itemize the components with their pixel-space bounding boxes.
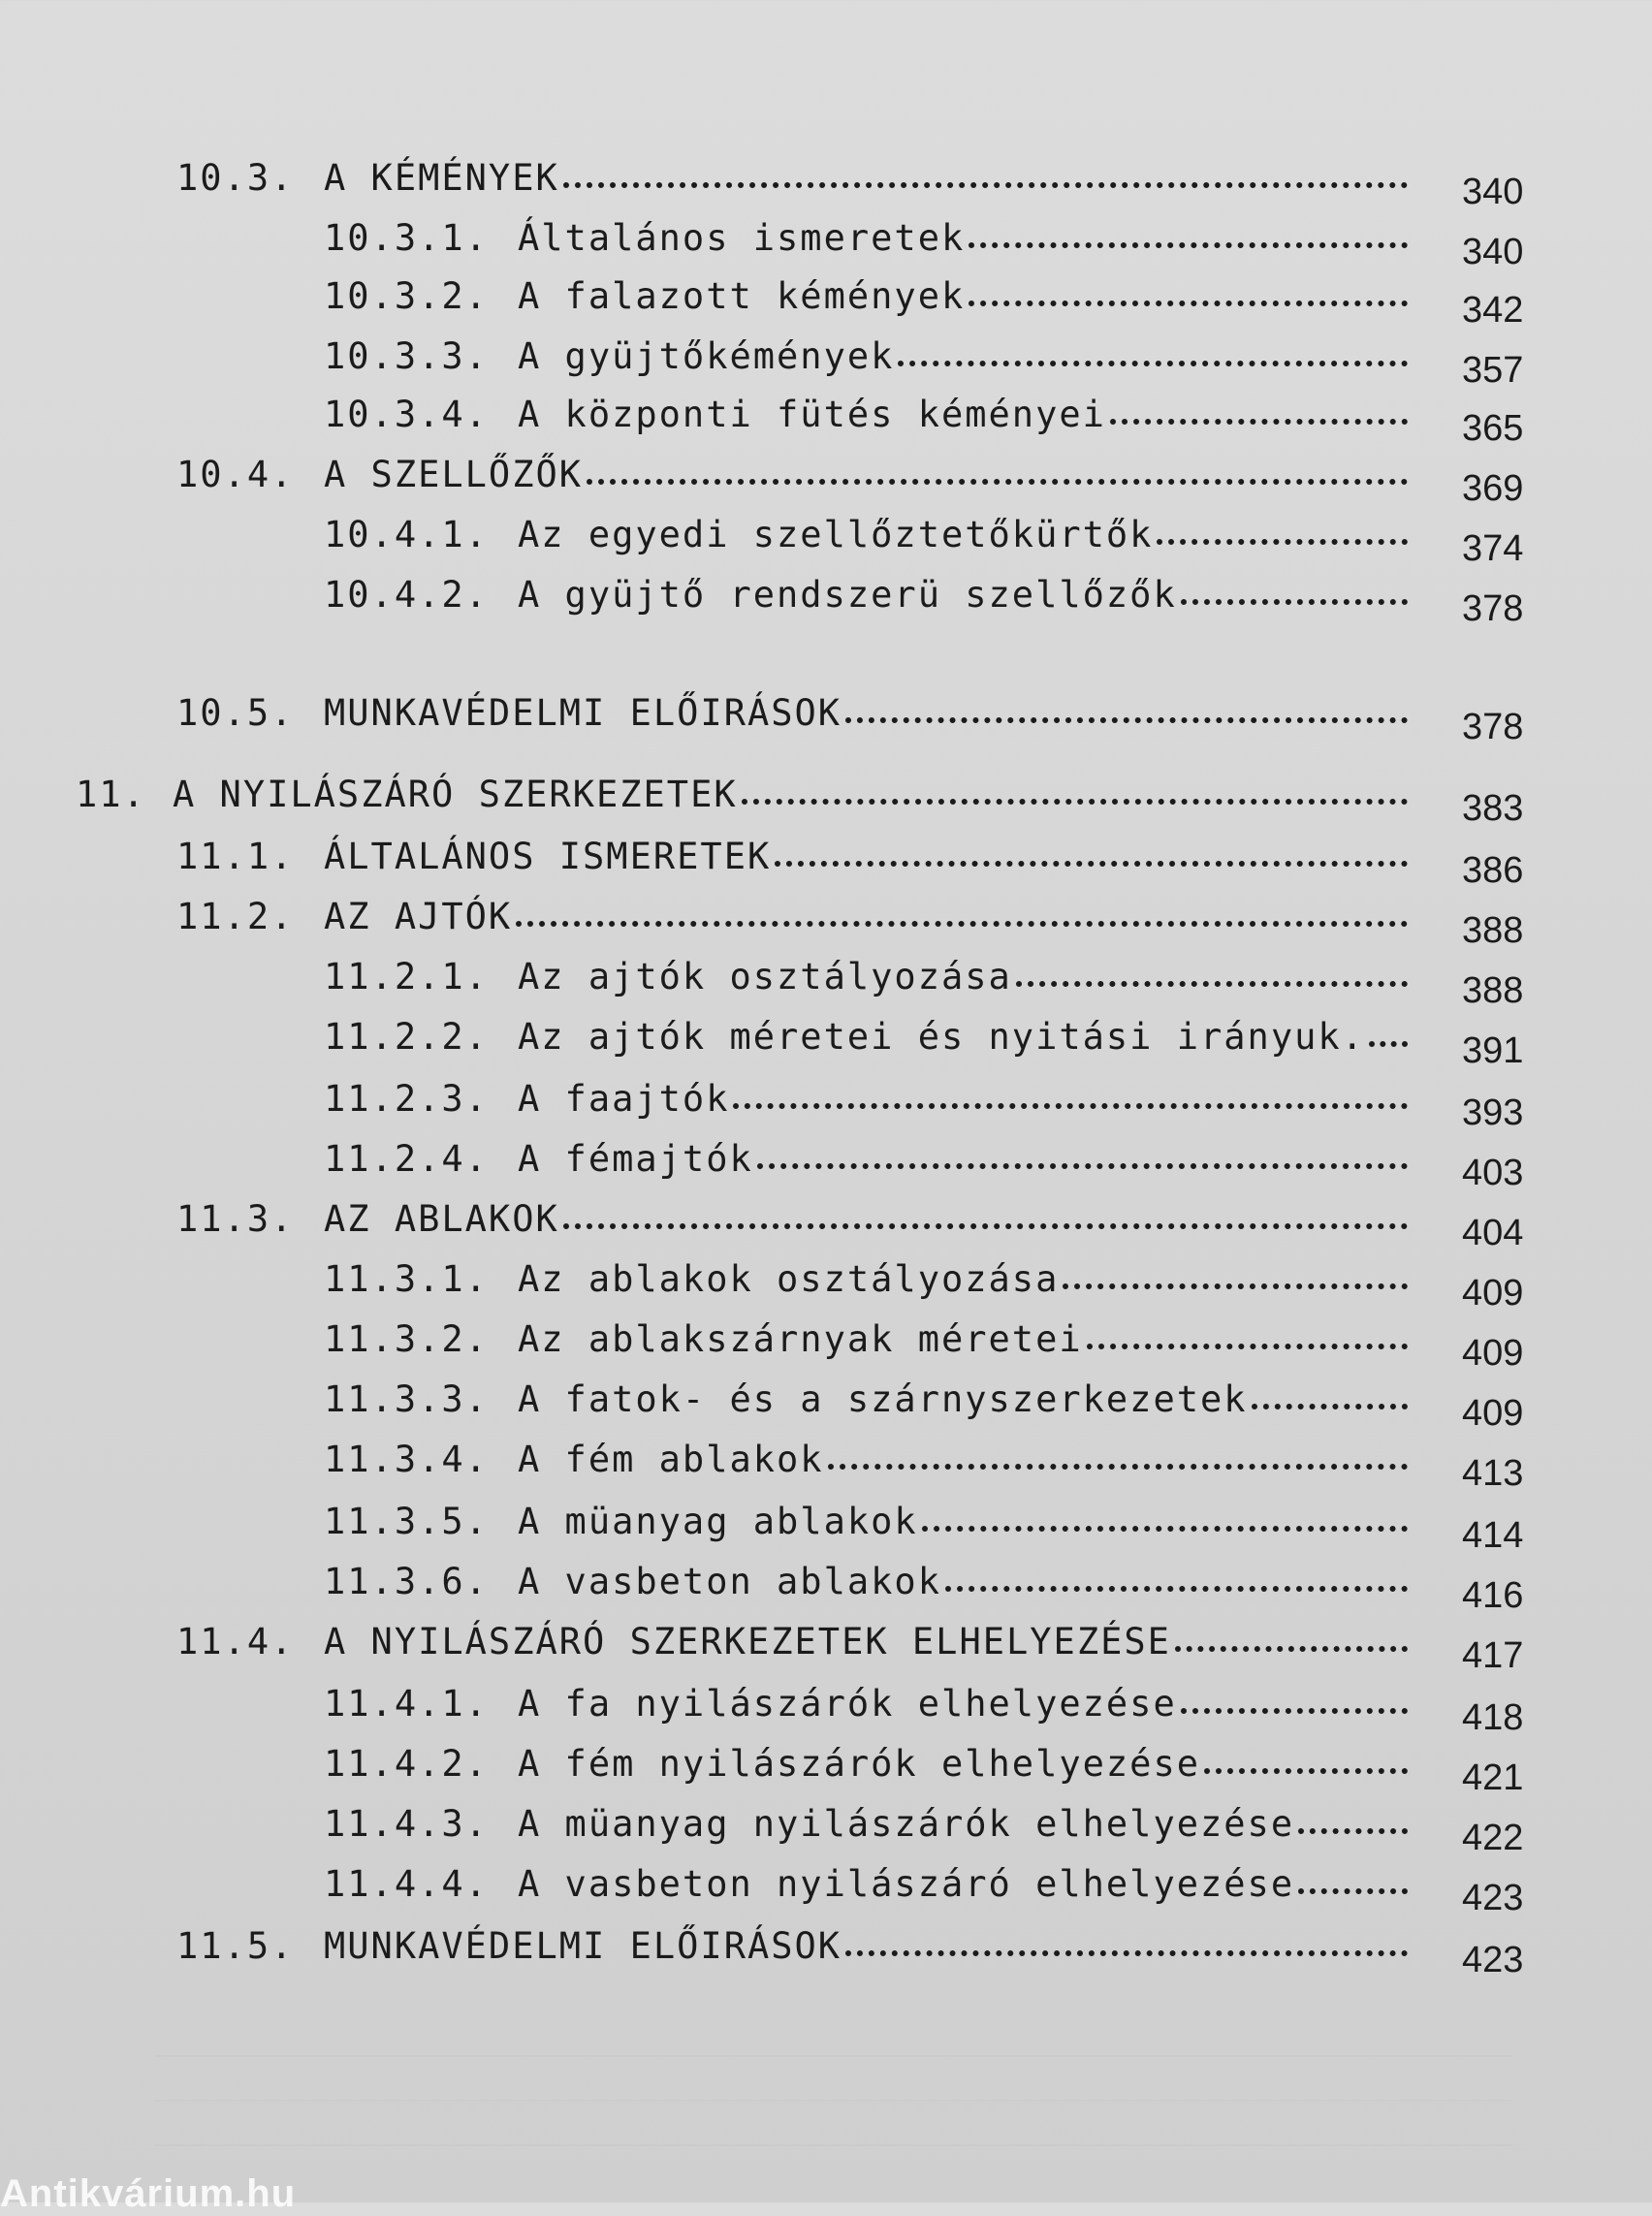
toc-entry-number: 11.3.6. xyxy=(324,1561,489,1602)
toc-entry xyxy=(0,211,1652,272)
toc-entry-number: 11.4. xyxy=(176,1621,295,1662)
toc-entry xyxy=(0,1192,1652,1253)
toc-entry xyxy=(0,1433,1652,1494)
dot-leader xyxy=(922,1512,1408,1532)
dot-leader xyxy=(1298,1815,1408,1834)
toc-entry-number: 11.4.2. xyxy=(324,1743,489,1785)
dot-leader xyxy=(757,1150,1408,1169)
toc-entry-number: 11.2. xyxy=(176,896,295,937)
toc-entry-page: 365 xyxy=(1462,408,1524,449)
toc-entry-title: A fa nyilászárók elhelyezése xyxy=(518,1683,1177,1725)
toc-entry xyxy=(0,1857,1652,1918)
toc-entry xyxy=(0,1615,1652,1676)
toc-entry-title: A gyüjtőkémények xyxy=(518,335,895,377)
toc-entry xyxy=(0,1919,1652,1980)
toc-entry-number: 11.3.5. xyxy=(324,1501,489,1542)
toc-entry-page: 378 xyxy=(1462,588,1524,629)
toc-entry-page: 340 xyxy=(1462,172,1524,212)
dot-leader xyxy=(1204,1755,1408,1774)
toc-entry-page: 386 xyxy=(1462,850,1524,891)
toc-entry-title: Az ablakszárnyak méretei xyxy=(518,1318,1083,1360)
toc-entry-page: 357 xyxy=(1462,350,1524,391)
dot-leader xyxy=(1252,1390,1408,1409)
toc-entry-page: 409 xyxy=(1462,1393,1524,1434)
toc-entry-page: 391 xyxy=(1462,1030,1524,1071)
toc-entry-page: 418 xyxy=(1462,1697,1524,1738)
toc-entry xyxy=(0,508,1652,569)
toc-entry-page: 404 xyxy=(1462,1213,1524,1253)
toc-entry-page: 388 xyxy=(1462,970,1524,1011)
toc-entry-page: 383 xyxy=(1462,788,1524,829)
toc-entry-title: A faajtók xyxy=(518,1078,730,1120)
toc-entry-title: ÁLTALÁNOS ISMERETEK xyxy=(324,836,772,877)
dot-leader xyxy=(1181,586,1408,605)
toc-entry-number: 11.3.2. xyxy=(324,1318,489,1360)
toc-entry-page: 422 xyxy=(1462,1818,1524,1858)
toc-entry-page: 421 xyxy=(1462,1757,1524,1798)
toc-entry-number: 10.4. xyxy=(176,454,295,495)
dot-leader xyxy=(733,1090,1408,1109)
toc-entry-number: 10.3.2. xyxy=(324,275,489,317)
toc-entry-title: Az ajtók osztályozása xyxy=(518,956,1012,997)
toc-entry-title: A NYILÁSZÁRÓ SZERKEZETEK ELHELYEZÉSE xyxy=(324,1621,1171,1662)
toc-entry xyxy=(0,568,1652,629)
dot-leader xyxy=(1157,525,1408,545)
toc-entry-title: A fatok- és a szárnyszerkezetek xyxy=(518,1378,1248,1420)
dot-leader xyxy=(1369,1028,1408,1047)
toc-entry-page: 417 xyxy=(1462,1635,1524,1676)
toc-entry-number: 10.3.4. xyxy=(324,394,489,435)
toc-entry xyxy=(0,330,1652,391)
toc-entry-page: 374 xyxy=(1462,528,1524,569)
toc-entry xyxy=(0,1737,1652,1798)
toc-entry-number: 11.2.4. xyxy=(324,1138,489,1180)
toc-entry xyxy=(0,768,1652,829)
toc-entry-title: MUNKAVÉDELMI ELŐIRÁSOK xyxy=(324,1925,842,1967)
toc-entry xyxy=(0,151,1652,212)
toc-entry-title: MUNKAVÉDELMI ELŐIRÁSOK xyxy=(324,692,842,734)
toc-entry-number: 11.3. xyxy=(176,1198,295,1240)
dot-leader xyxy=(563,169,1408,188)
toc-entry-number: 11.3.3. xyxy=(324,1378,489,1420)
dot-leader xyxy=(969,287,1408,306)
toc-entry xyxy=(0,890,1652,951)
toc-entry-number: 10.3.3. xyxy=(324,335,489,377)
toc-entry xyxy=(0,448,1652,509)
toc-entry-page: 393 xyxy=(1462,1092,1524,1133)
toc-entry xyxy=(0,1252,1652,1314)
dot-leader xyxy=(563,1210,1408,1229)
toc-entry-title: A SZELLŐZŐK xyxy=(324,454,584,495)
toc-entry-title: A müanyag nyilászárók elhelyezése xyxy=(518,1803,1295,1845)
toc-entry-page: 423 xyxy=(1462,1940,1524,1980)
toc-entry-title: AZ ABLAKOK xyxy=(324,1198,559,1240)
dot-leader xyxy=(775,847,1408,867)
toc-entry-title: A falazott kémények xyxy=(518,275,966,317)
toc-entry-number: 10.3.1. xyxy=(324,217,489,259)
toc-entry-page: 409 xyxy=(1462,1273,1524,1314)
dot-leader xyxy=(969,229,1408,248)
toc-entry-title: A központi fütés kéményei xyxy=(518,394,1106,435)
toc-entry-title: Az egyedi szellőztetőkürtők xyxy=(518,514,1154,555)
dot-leader xyxy=(1110,405,1408,425)
dot-leader xyxy=(1063,1270,1408,1289)
toc-entry xyxy=(0,1677,1652,1738)
toc-entry-number: 11.4.4. xyxy=(324,1863,489,1905)
toc-entry-number: 10.4.2. xyxy=(324,574,489,616)
toc-entry xyxy=(0,1555,1652,1616)
toc-entry-page: 378 xyxy=(1462,707,1524,747)
toc-entry-page: 413 xyxy=(1462,1453,1524,1494)
toc-entry-title: A vasbeton nyilászáró elhelyezése xyxy=(518,1863,1295,1905)
toc-entry xyxy=(0,1132,1652,1193)
toc-entry xyxy=(0,830,1652,891)
dot-leader xyxy=(1016,967,1408,987)
toc-entry-page: 409 xyxy=(1462,1333,1524,1374)
dot-leader xyxy=(742,785,1408,805)
toc-entry-page: 340 xyxy=(1462,232,1524,272)
dot-leader xyxy=(845,1937,1408,1956)
toc-entry-page: 342 xyxy=(1462,290,1524,331)
toc-entry-title: A NYILÁSZÁRÓ SZERKEZETEK xyxy=(173,774,738,815)
toc-entry-title: Az ablakok osztályozása xyxy=(518,1258,1060,1300)
toc-entry-page: 414 xyxy=(1462,1515,1524,1556)
toc-entry-title: Az ajtók méretei és nyitási irányuk. xyxy=(518,1016,1365,1058)
toc-entry-title: A vasbeton ablakok xyxy=(518,1561,941,1602)
dot-leader xyxy=(1181,1694,1408,1714)
toc-entry xyxy=(0,686,1652,747)
toc-entry-number: 10.5. xyxy=(176,692,295,734)
toc-entry-page: 369 xyxy=(1462,468,1524,509)
dot-leader xyxy=(516,907,1408,927)
watermark: Antikvárium.hu xyxy=(0,2172,297,2215)
dot-leader xyxy=(1175,1632,1408,1652)
toc-entry-title: A fémajtók xyxy=(518,1138,753,1180)
toc-entry-number: 11.4.3. xyxy=(324,1803,489,1845)
toc-entry-page: 423 xyxy=(1462,1878,1524,1918)
toc-entry-number: 11.4.1. xyxy=(324,1683,489,1725)
toc-entry-number: 11.5. xyxy=(176,1925,295,1967)
toc-entry xyxy=(0,269,1652,331)
toc-entry-number: 11.2.1. xyxy=(324,956,489,997)
toc-entry-title: A müanyag ablakok xyxy=(518,1501,918,1542)
dot-leader xyxy=(945,1572,1408,1592)
toc-entry-number: 11.2.3. xyxy=(324,1078,489,1120)
dot-leader xyxy=(828,1450,1408,1470)
toc-entry xyxy=(0,388,1652,449)
toc-entry-number: 11. xyxy=(76,774,146,815)
toc-entry-number: 11.3.1. xyxy=(324,1258,489,1300)
toc-entry-number: 11.2.2. xyxy=(324,1016,489,1058)
toc-entry xyxy=(0,1373,1652,1434)
dot-leader xyxy=(1298,1875,1408,1894)
toc-entry-title: A fém ablakok xyxy=(518,1439,824,1480)
toc-entry-title: AZ AJTÓK xyxy=(324,896,513,937)
toc-entry-page: 416 xyxy=(1462,1575,1524,1616)
toc-entry-title: A fém nyilászárók elhelyezése xyxy=(518,1743,1201,1785)
toc-entry-title: A gyüjtő rendszerü szellőzők xyxy=(518,574,1177,616)
toc-entry-number: 10.4.1. xyxy=(324,514,489,555)
toc-entry xyxy=(0,1010,1652,1071)
dot-leader xyxy=(1087,1330,1408,1349)
dot-leader xyxy=(898,347,1408,366)
toc-entry xyxy=(0,1797,1652,1858)
toc-entry-page: 403 xyxy=(1462,1153,1524,1193)
toc-entry-number: 10.3. xyxy=(176,157,295,199)
dot-leader xyxy=(845,704,1408,723)
dot-leader xyxy=(587,465,1408,485)
toc-entry-number: 11.1. xyxy=(176,836,295,877)
toc-entry xyxy=(0,1072,1652,1133)
toc-entry-title: A KÉMÉNYEK xyxy=(324,157,559,199)
toc-entry-number: 11.3.4. xyxy=(324,1439,489,1480)
toc-entry xyxy=(0,1313,1652,1374)
toc-entry-page: 388 xyxy=(1462,910,1524,951)
toc-entry xyxy=(0,950,1652,1011)
toc-entry-title: Általános ismeretek xyxy=(518,217,966,259)
toc-entry xyxy=(0,1495,1652,1556)
